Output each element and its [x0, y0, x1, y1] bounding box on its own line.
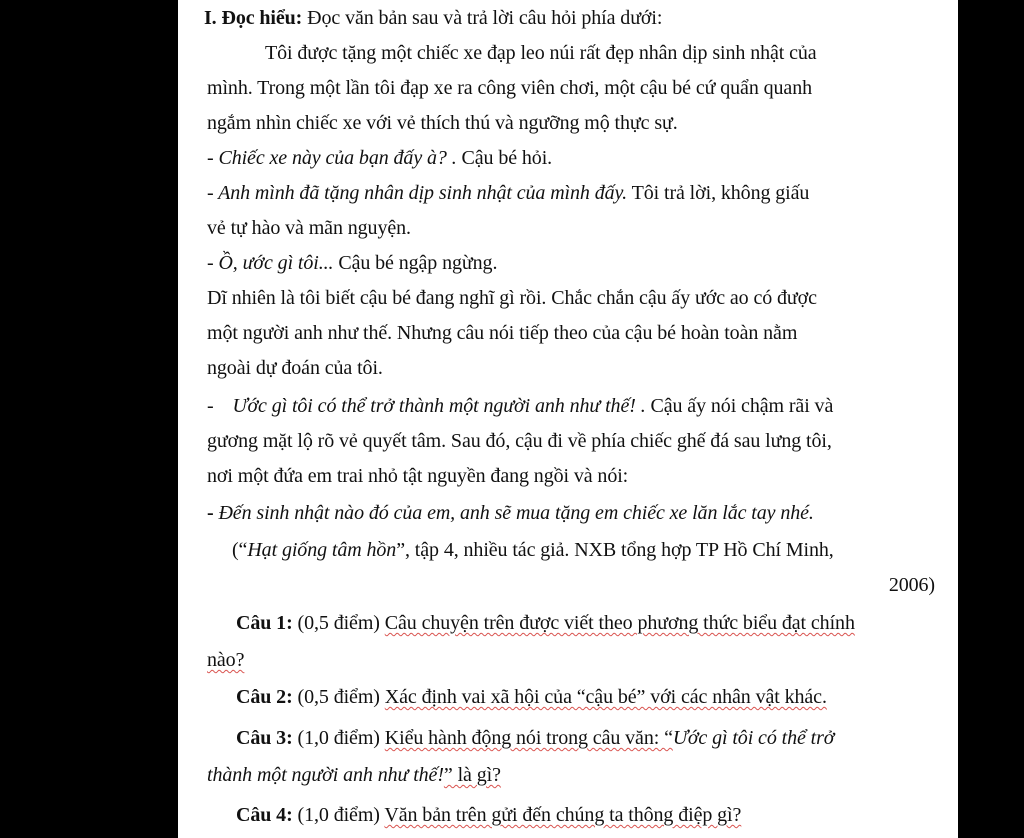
dialogue-dash: -	[207, 395, 214, 417]
question-text: nào?	[207, 649, 245, 671]
citation-year: 2006)	[888, 574, 935, 596]
passage-line: Dĩ nhiên là tôi biết cậu bé đang nghĩ gì rồi. Chắc chắn cậu ấy ước ao có được	[207, 287, 817, 309]
question-points: (0,5 điểm)	[292, 612, 385, 634]
passage-line: gương mặt lộ rõ vẻ quyết tâm. Sau đó, cậu đi về phía chiếc ghế đá sau lưng tôi,	[207, 430, 832, 452]
section-instruction: Đọc văn bản sau và trả lời câu hỏi phía dưới:	[307, 7, 663, 29]
dialogue-tag: Cậu bé ngập ngừng.	[333, 252, 498, 274]
section-heading	[204, 6, 662, 30]
citation-open: (“	[232, 539, 248, 561]
passage-line: một người anh như thế. Nhưng câu nói tiếp theo của cậu bé hoàn toàn nằm	[207, 322, 798, 344]
dialogue-dash: -	[207, 502, 219, 524]
question-4	[236, 803, 741, 827]
question-label: Câu 1:	[236, 612, 293, 634]
source-citation	[232, 538, 834, 562]
question-end: ” là gì?	[443, 764, 501, 786]
question-3	[236, 726, 834, 750]
passage-line: ngắm nhìn chiếc xe với vẻ thích thú và ngưỡng mộ thực sự.	[207, 112, 678, 134]
question-label: Câu 2:	[236, 686, 293, 708]
question-text: Câu chuyện trên được viết theo phương thức biểu đạt chính	[384, 612, 855, 634]
question-1	[236, 611, 855, 635]
passage-line: vẻ tự hào và mãn nguyện.	[207, 217, 411, 239]
question-quote: Ước gì tôi có thể trở	[672, 727, 835, 749]
dialogue-line	[207, 251, 497, 275]
question-label: Câu 4:	[236, 804, 293, 826]
question-1-continued	[207, 648, 244, 672]
question-points: (1,0 điểm)	[292, 804, 385, 826]
passage-line: Tôi được tặng một chiếc xe đạp leo núi rất đẹp nhân dịp sinh nhật của	[265, 42, 817, 64]
question-label: Câu 3:	[236, 727, 293, 749]
dialogue-quote: Đến sinh nhật nào đó của em, anh sẽ mua tặng em chiếc xe lăn lắc tay nhé.	[218, 502, 814, 524]
passage-line: nơi một đứa em trai nhỏ tật nguyền đang ngồi và nói:	[207, 465, 629, 487]
question-quote: thành một người anh như thế!	[207, 764, 444, 786]
dialogue-quote: - Ồ, ước gì tôi...	[207, 252, 334, 274]
passage-line: mình. Trong một lần tôi đạp xe ra công viên chơi, một cậu bé cứ quẩn quanh	[207, 77, 813, 99]
dialogue-line	[207, 181, 809, 205]
dialogue-line	[207, 394, 833, 418]
document-page	[178, 0, 958, 838]
citation-rest: ”, tập 4, nhiều tác giả. NXB tổng hợp TP Hồ Chí Minh,	[396, 539, 834, 561]
dialogue-tag: Tôi trả lời, không giấu	[627, 182, 810, 204]
question-text: Văn bản trên gửi đến chúng ta thông điệp gì?	[384, 804, 742, 826]
section-label: I. Đọc hiểu:	[204, 7, 303, 29]
question-text: Xác định vai xã hội của “cậu bé” với các nhân vật khác.	[384, 686, 827, 708]
dialogue-tag: Cậu bé hỏi.	[456, 147, 553, 169]
question-2	[236, 685, 827, 709]
question-points: (1,0 điểm)	[292, 727, 385, 749]
dialogue-line	[207, 501, 814, 525]
question-3-continued	[207, 763, 501, 787]
dialogue-line	[207, 146, 552, 170]
dialogue-quote: Ước gì tôi có thể trở thành một người anh như thế! .	[232, 395, 646, 417]
dialogue-tag: Cậu ấy nói chậm rãi và	[645, 395, 834, 417]
dialogue-quote: - Anh mình đã tặng nhân dịp sinh nhật của mình đấy.	[207, 182, 628, 204]
question-text: Kiểu hành động nói trong câu văn: “	[384, 727, 673, 749]
question-points: (0,5 điểm)	[292, 686, 385, 708]
dialogue-quote: - Chiếc xe này của bạn đấy à? .	[207, 147, 457, 169]
passage-line: ngoài dự đoán của tôi.	[207, 357, 383, 379]
citation-title: Hạt giống tâm hồn	[247, 539, 397, 561]
